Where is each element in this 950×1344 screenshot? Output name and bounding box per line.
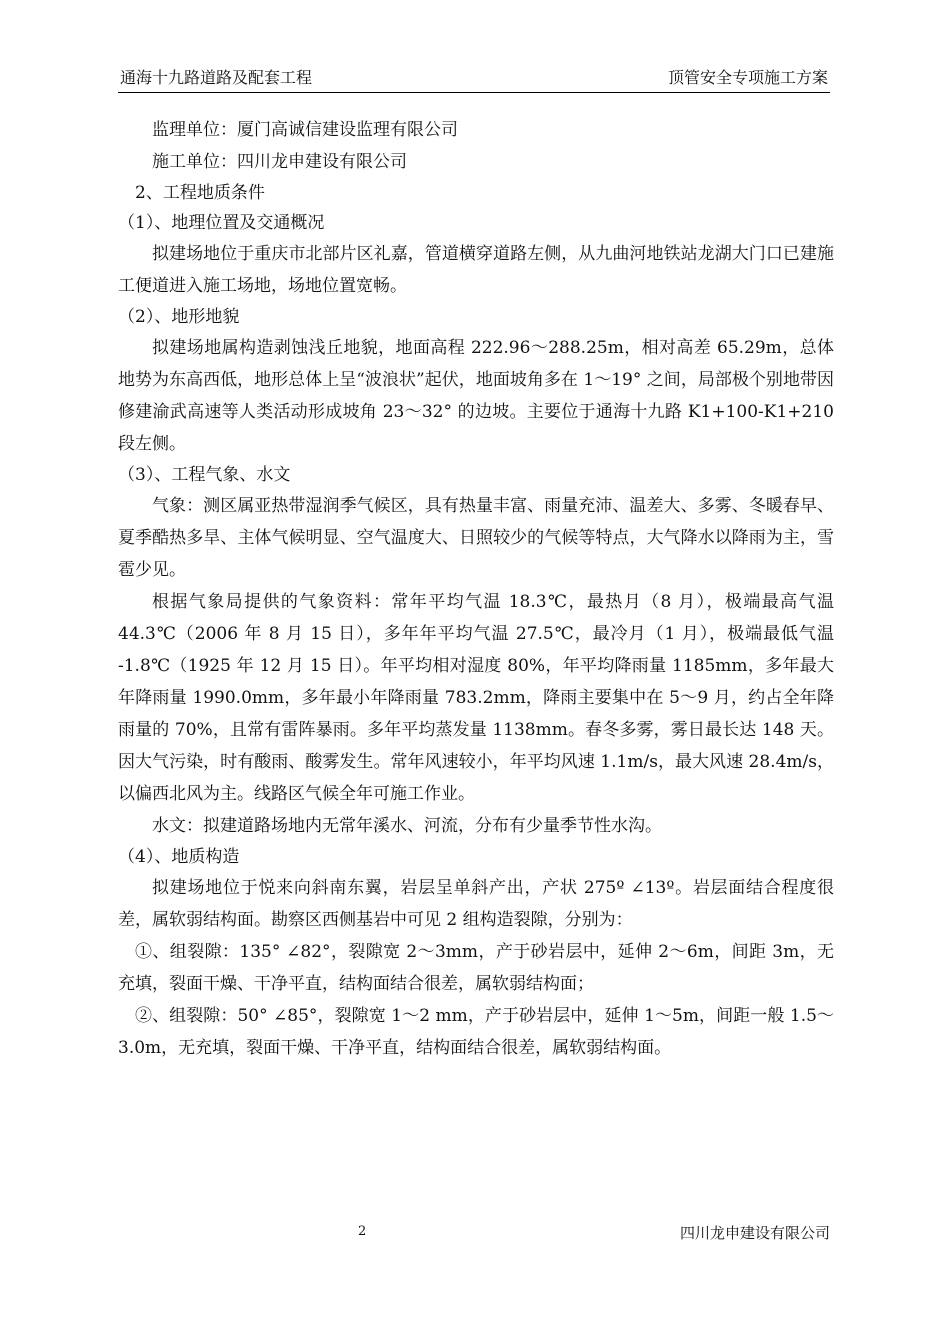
paragraph-location: 拟建场地位于重庆市北部片区礼嘉，管道横穿道路左侧，从九曲河地铁站龙湖大门口已建施工便道进入施工场地，场地位置宽畅。 [118,244,834,296]
page-header [118,64,830,93]
header-document-title: 顶管安全专项施工方案 [667,68,828,87]
paragraph-terrain: 拟建场地属构造剥蚀浅丘地貌，地面高程 222.96～288.25m，相对高差 65.29m，总体地势为东高西低，地形总体上呈“波浪状”起伏，地面坡角多在 1～19° 之间，局部极个别地带因修建渝武高速等人类活动形成坡角 23～32° 的边坡。主要位于通海十九路 K1+100-K1+210 段左侧。 [118,338,840,454]
subheading-terrain: （2）、地形地貌 [118,307,240,327]
subheading-structure: （4）、地质构造 [118,847,240,867]
paragraph-structure: 拟建场地位于悦来向斜南东翼，岩层呈单斜产出，产状 275º ∠13º。岩层面结合程度很差，属软弱结构面。勘察区西侧基岩中可见 2 组构造裂隙，分别为： [118,878,834,930]
paragraph-hydrology: 水文：拟建道路场地内无常年溪水、河流，分布有少量季节性水沟。 [152,816,662,836]
footer-company: 四川龙申建设有限公司 [679,1224,830,1242]
subheading-climate: （3）、工程气象、水文 [118,465,291,485]
paragraph-fracture-2: ②、组裂隙：50° ∠85°，裂隙宽 1～2 mm，产于砂岩层中，延伸 1～5m，间距一般 1.5～3.0m，无充填，裂面干燥、干净平直，结构面结合很差，属软弱结构面。 [118,1006,834,1058]
header-project-title: 通海十九路道路及配套工程 [120,68,313,87]
paragraph-climate: 气象：测区属亚热带湿润季气候区，具有热量丰富、雨量充沛、温差大、多雾、冬暖春早、夏季酷热多旱、主体气候明显、空气温度大、日照较少的气候等特点，大气降水以降雨为主，雪雹少见。 [118,496,834,580]
paragraph-fracture-1: ①、组裂隙：135° ∠82°，裂隙宽 2～3mm，产于砂岩层中，延伸 2～6m，间距 3m，无充填，裂面干燥、干净平直，结构面结合很差，属软弱结构面； [118,942,834,994]
contractor-line: 施工单位：四川龙申建设有限公司 [152,152,407,172]
page-number: 2 [358,1224,367,1239]
paragraph-weather-data: 根据气象局提供的气象资料：常年平均气温 18.3℃，最热月（8 月），极端最高气温 44.3℃（2006 年 8 月 15 日），多年年平均气温 27.5℃，最冷月（1 月），极端最低气温 -1.8℃（1925 年 12 月 15 日）。年平均相对湿度 80%，年平均降雨量 1185mm，多年最大年降雨量 1990.0mm，多年最小年降雨量 783.2mm，降雨主要集中在 5～9 月，约占全年降雨量的 70%，且常有雷阵暴雨。多年平均蒸发量 1138mm。春冬多雾，雾日最长达 148 天。因大气污染，时有酸雨、酸雾发生。常年风速较小，年平均风速 1.1m/s，最大风速 28.4m/s，以偏西北风为主。线路区气候全年可施工作业。 [118,592,840,804]
supervisor-line: 监理单位：厦门高诚信建设监理有限公司 [152,120,458,140]
section-heading-geology: 2、工程地质条件 [135,183,265,203]
document-body [118,114,840,1064]
subheading-location: （1）、地理位置及交通概况 [118,213,325,233]
